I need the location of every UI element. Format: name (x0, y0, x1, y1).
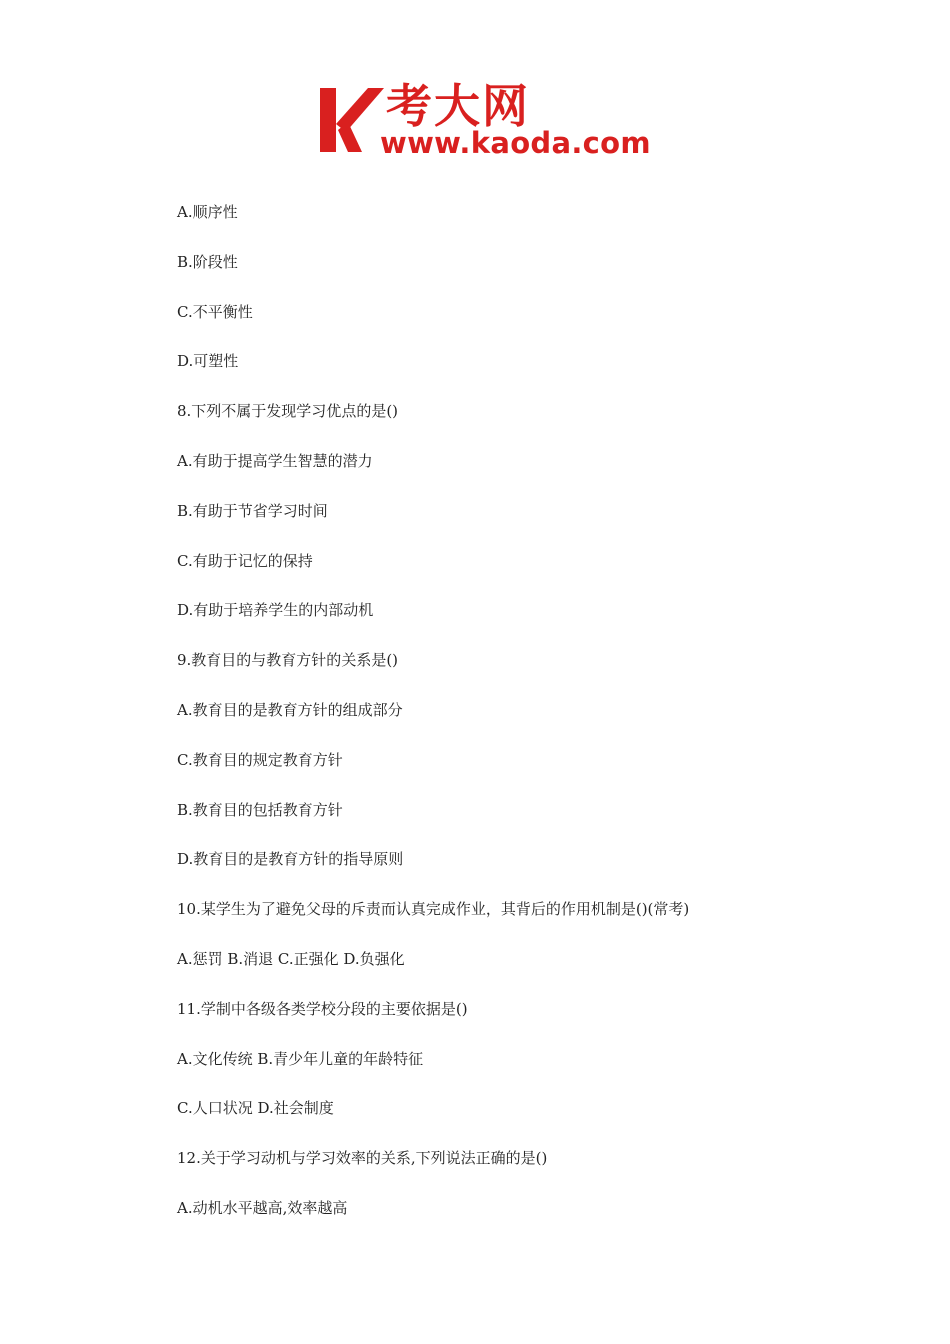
option-line: B.教育目的包括教育方针 (177, 800, 343, 819)
option-line: A.有助于提高学生智慧的潜力 (177, 451, 373, 470)
question-line: 8.下列不属于发现学习优点的是() (177, 402, 399, 421)
option-line: C.有助于记忆的保持 (177, 551, 313, 570)
question-line: 11.学制中各级各类学校分段的主要依据是() (177, 999, 468, 1018)
option-line: B.阶段性 (177, 252, 238, 271)
option-line: A.教育目的是教育方针的组成部分 (177, 700, 403, 719)
k-logo-icon (318, 86, 384, 156)
option-line: A.动机水平越高,效率越高 (177, 1198, 348, 1217)
logo-chinese-text: 考大网 (386, 79, 530, 133)
option-line: C.人口状况 D.社会制度 (177, 1099, 334, 1118)
option-line: C.教育目的规定教育方针 (177, 750, 343, 769)
option-line: D.教育目的是教育方针的指导原则 (177, 850, 404, 869)
question-line: 12.关于学习动机与学习效率的关系,下列说法正确的是() (177, 1149, 548, 1168)
question-line: 10.某学生为了避免父母的斥责而认真完成作业，其背后的作用机制是()(常考) (177, 900, 690, 919)
option-line: B.有助于节省学习时间 (177, 501, 328, 520)
question-content (177, 200, 877, 1246)
option-line: C.不平衡性 (177, 302, 253, 321)
kaoda-logo (318, 79, 651, 162)
option-line: A.顺序性 (177, 203, 238, 221)
option-line: A.惩罚 B.消退 C.正强化 D.负强化 (177, 949, 405, 968)
logo-url-text: www.kaoda.com (380, 126, 651, 160)
option-line: D.可塑性 (177, 352, 239, 371)
option-line: A.文化传统 B.青少年儿童的年龄特征 (177, 1049, 424, 1068)
question-line: 9.教育目的与教育方针的关系是() (177, 651, 399, 670)
option-line: D.有助于培养学生的内部动机 (177, 601, 374, 620)
